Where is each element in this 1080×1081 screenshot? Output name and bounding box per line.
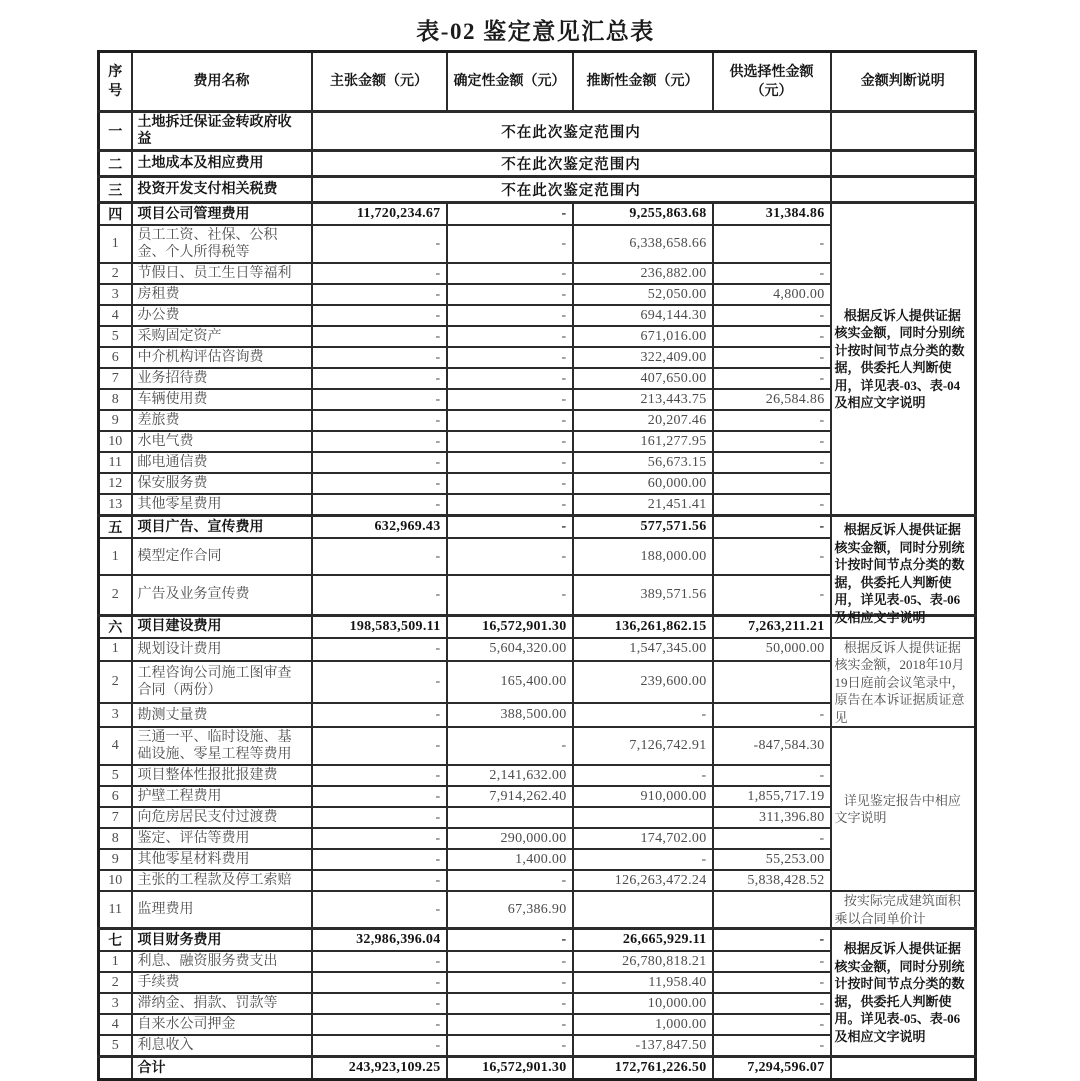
fee-name: 主张的工程款及停工索赔 — [132, 870, 312, 891]
row-serial: 1 — [99, 225, 132, 263]
note-text: 根据反诉人提供证据核实金额，2018年10月19日庭前会议笔录中，原告在本诉证据质证意见 — [834, 639, 965, 725]
amount-claimed: 32,986,396.04 — [312, 929, 447, 952]
amount-inferred: 9,255,863.68 — [573, 203, 713, 226]
table-row — [99, 638, 976, 661]
amount-claimed: - — [312, 389, 447, 410]
amount-alternative: - — [713, 305, 831, 326]
amount-determined: - — [447, 473, 573, 494]
amount-inferred — [573, 891, 713, 929]
scope-row — [99, 177, 976, 203]
col-header-fee-name: 费用名称 — [132, 52, 312, 112]
amount-alternative: - — [713, 225, 831, 263]
amount-inferred: 213,443.75 — [573, 389, 713, 410]
amount-claimed: - — [312, 638, 447, 661]
fee-name: 节假日、员工生日等福利 — [132, 263, 312, 284]
row-serial: 1 — [99, 638, 132, 661]
row-serial: 12 — [99, 473, 132, 494]
fee-name: 自来水公司押金 — [132, 1014, 312, 1035]
fee-name: 中介机构评估咨询费 — [132, 347, 312, 368]
amount-claimed: - — [312, 727, 447, 765]
amount-determined: 16,572,901.30 — [447, 615, 573, 638]
amount-inferred: 389,571.56 — [573, 575, 713, 615]
row-serial: 1 — [99, 951, 132, 972]
amount-determined: - — [447, 929, 573, 952]
row-serial: 四 — [99, 203, 132, 226]
amount-inferred: 1,547,345.00 — [573, 638, 713, 661]
amount-inferred: 21,451.41 — [573, 494, 713, 516]
amount-determined: - — [447, 494, 573, 516]
amount-alternative: 26,584.86 — [713, 389, 831, 410]
col-header-serial: 序 号 — [99, 52, 132, 112]
fee-name: 员工工资、社保、公积金、个人所得税等 — [132, 225, 312, 263]
amount-inferred: 174,702.00 — [573, 828, 713, 849]
judgment-note-cell — [831, 891, 976, 929]
amount-determined: - — [447, 951, 573, 972]
row-serial: 一 — [99, 112, 132, 151]
fee-name: 采购固定资产 — [132, 326, 312, 347]
amount-determined: - — [447, 1014, 573, 1035]
amount-determined: - — [447, 368, 573, 389]
col-header-claimed-amount: 主张金额（元） — [312, 52, 447, 112]
row-serial: 二 — [99, 151, 132, 177]
amount-inferred: 236,882.00 — [573, 263, 713, 284]
amount-claimed: - — [312, 828, 447, 849]
amount-inferred: 7,126,742.91 — [573, 727, 713, 765]
row-serial: 1 — [99, 538, 132, 575]
fee-name: 投资开发支付相关税费 — [132, 177, 312, 203]
amount-alternative: 31,384.86 — [713, 203, 831, 226]
amount-alternative: - — [713, 765, 831, 786]
row-serial: 9 — [99, 410, 132, 431]
amount-claimed: - — [312, 993, 447, 1014]
amount-alternative: - — [713, 452, 831, 473]
amount-claimed: - — [312, 765, 447, 786]
fee-name: 利息收入 — [132, 1035, 312, 1057]
fee-name: 项目广告、宣传费用 — [132, 516, 312, 539]
amount-determined: - — [447, 1035, 573, 1057]
amount-determined: - — [447, 575, 573, 615]
amount-determined: - — [447, 347, 573, 368]
amount-inferred: 188,000.00 — [573, 538, 713, 575]
amount-inferred: 52,050.00 — [573, 284, 713, 305]
amount-inferred: 161,277.95 — [573, 431, 713, 452]
row-serial: 5 — [99, 765, 132, 786]
table-row — [99, 891, 976, 929]
amount-claimed: - — [312, 452, 447, 473]
section-row — [99, 1057, 976, 1080]
appraisal-summary-table — [97, 50, 977, 1081]
amount-alternative: - — [713, 347, 831, 368]
judgment-note-cell — [831, 727, 976, 891]
fee-name: 勘测丈量费 — [132, 703, 312, 727]
amount-alternative: 55,253.00 — [713, 849, 831, 870]
fee-name: 鉴定、评估等费用 — [132, 828, 312, 849]
fee-name: 护壁工程费用 — [132, 786, 312, 807]
amount-determined: - — [447, 993, 573, 1014]
amount-determined: - — [447, 263, 573, 284]
fee-name: 保安服务费 — [132, 473, 312, 494]
amount-inferred: 6,338,658.66 — [573, 225, 713, 263]
scope-note: 不在此次鉴定范围内 — [312, 112, 831, 151]
amount-determined: - — [447, 516, 573, 539]
amount-claimed: - — [312, 347, 447, 368]
fee-name: 项目公司管理费用 — [132, 203, 312, 226]
amount-alternative: - — [713, 929, 831, 952]
amount-claimed: 11,720,234.67 — [312, 203, 447, 226]
scope-row — [99, 112, 976, 151]
fee-name: 差旅费 — [132, 410, 312, 431]
amount-alternative: - — [713, 368, 831, 389]
amount-claimed: - — [312, 538, 447, 575]
amount-inferred: - — [573, 765, 713, 786]
fee-name: 业务招待费 — [132, 368, 312, 389]
col-header-judgment-note: 金额判断说明 — [831, 52, 976, 112]
fee-name: 利息、融资服务费支出 — [132, 951, 312, 972]
amount-claimed: - — [312, 326, 447, 347]
amount-claimed: - — [312, 807, 447, 828]
row-serial: 3 — [99, 993, 132, 1014]
judgment-note-cell — [831, 638, 976, 728]
amount-alternative — [713, 473, 831, 494]
amount-alternative: 4,800.00 — [713, 284, 831, 305]
amount-claimed: - — [312, 870, 447, 891]
amount-claimed: 198,583,509.11 — [312, 615, 447, 638]
amount-claimed: - — [312, 575, 447, 615]
amount-alternative: - — [713, 431, 831, 452]
amount-alternative: - — [713, 703, 831, 727]
amount-inferred: 239,600.00 — [573, 661, 713, 704]
amount-claimed: - — [312, 284, 447, 305]
amount-inferred: 126,263,472.24 — [573, 870, 713, 891]
amount-inferred: - — [573, 703, 713, 727]
row-serial: 4 — [99, 305, 132, 326]
fee-name: 项目整体性报批报建费 — [132, 765, 312, 786]
page-title: 表-02 鉴定意见汇总表 — [416, 19, 655, 44]
row-serial: 6 — [99, 786, 132, 807]
amount-inferred: 136,261,862.15 — [573, 615, 713, 638]
fee-name: 土地成本及相应费用 — [132, 151, 312, 177]
amount-claimed: - — [312, 305, 447, 326]
amount-determined: - — [447, 431, 573, 452]
amount-determined: - — [447, 225, 573, 263]
row-serial: 3 — [99, 703, 132, 727]
amount-determined: - — [447, 410, 573, 431]
amount-alternative: - — [713, 972, 831, 993]
amount-claimed: - — [312, 1014, 447, 1035]
judgment-note-cell — [831, 929, 976, 1057]
amount-claimed: - — [312, 661, 447, 704]
amount-determined: 67,386.90 — [447, 891, 573, 929]
amount-determined: 5,604,320.00 — [447, 638, 573, 661]
fee-name: 办公费 — [132, 305, 312, 326]
fee-name: 模型定作合同 — [132, 538, 312, 575]
row-serial: 8 — [99, 389, 132, 410]
amount-determined — [447, 807, 573, 828]
row-serial: 三 — [99, 177, 132, 203]
amount-claimed: - — [312, 473, 447, 494]
amount-alternative: - — [713, 575, 831, 615]
fee-name: 合计 — [132, 1057, 312, 1080]
note-text: 按实际完成建筑面积乘以合同单价计 — [834, 893, 961, 926]
amount-inferred: 60,000.00 — [573, 473, 713, 494]
amount-determined: - — [447, 284, 573, 305]
note-text: 根据反诉人提供证据核实金额，同时分别统计按时间节点分类的数据，供委托人判断使用，详见表-03、表-04及相应文字说明 — [834, 307, 965, 410]
amount-alternative: - — [713, 951, 831, 972]
amount-claimed: - — [312, 494, 447, 516]
amount-alternative: - — [713, 1035, 831, 1057]
fee-name: 向危房居民支付过渡费 — [132, 807, 312, 828]
row-serial: 10 — [99, 431, 132, 452]
row-serial: 11 — [99, 452, 132, 473]
amount-inferred: 322,409.00 — [573, 347, 713, 368]
row-serial: 8 — [99, 828, 132, 849]
amount-determined: - — [447, 452, 573, 473]
amount-claimed: - — [312, 410, 447, 431]
amount-inferred: 10,000.00 — [573, 993, 713, 1014]
amount-inferred: 26,665,929.11 — [573, 929, 713, 952]
judgment-note-cell — [831, 1057, 976, 1080]
amount-inferred: 172,761,226.50 — [573, 1057, 713, 1080]
scope-note: 不在此次鉴定范围内 — [312, 177, 831, 203]
amount-alternative: - — [713, 538, 831, 575]
amount-alternative — [713, 891, 831, 929]
row-serial: 13 — [99, 494, 132, 516]
note-text: 根据反诉人提供证据核实金额，同时分别统计按时间节点分类的数据，供委托人判断使用，详见表-05、表-06及相应文字说明 — [834, 522, 965, 625]
amount-determined: - — [447, 389, 573, 410]
amount-alternative: - — [713, 993, 831, 1014]
row-serial: 六 — [99, 615, 132, 638]
amount-alternative: - — [713, 494, 831, 516]
amount-alternative: 50,000.00 — [713, 638, 831, 661]
amount-determined: 7,914,262.40 — [447, 786, 573, 807]
amount-determined: 165,400.00 — [447, 661, 573, 704]
amount-determined: - — [447, 972, 573, 993]
amount-determined: 388,500.00 — [447, 703, 573, 727]
row-serial: 7 — [99, 807, 132, 828]
amount-claimed: - — [312, 431, 447, 452]
amount-determined: 2,141,632.00 — [447, 765, 573, 786]
amount-claimed: - — [312, 368, 447, 389]
amount-determined: 290,000.00 — [447, 828, 573, 849]
amount-inferred: 56,673.15 — [573, 452, 713, 473]
col-header-inferred-amount: 推断性金额（元） — [573, 52, 713, 112]
amount-alternative: -847,584.30 — [713, 727, 831, 765]
row-serial: 5 — [99, 1035, 132, 1057]
row-serial: 6 — [99, 347, 132, 368]
amount-determined: - — [447, 538, 573, 575]
amount-determined: 1,400.00 — [447, 849, 573, 870]
amount-inferred: 671,016.00 — [573, 326, 713, 347]
amount-inferred — [573, 807, 713, 828]
section-row — [99, 203, 976, 226]
amount-alternative: 7,294,596.07 — [713, 1057, 831, 1080]
amount-alternative: 5,838,428.52 — [713, 870, 831, 891]
row-serial: 2 — [99, 575, 132, 615]
amount-determined: - — [447, 727, 573, 765]
amount-alternative — [713, 661, 831, 704]
fee-name: 三通一平、临时设施、基础设施、零星工程等费用 — [132, 727, 312, 765]
judgment-note-cell — [831, 516, 976, 625]
fee-name: 项目建设费用 — [132, 615, 312, 638]
amount-inferred: 910,000.00 — [573, 786, 713, 807]
note-text: 根据反诉人提供证据核实金额，同时分别统计按时间节点分类的数据，供委托人判断使用。详见表-05、表-06及相应文字说明 — [834, 941, 965, 1044]
fee-name: 项目财务费用 — [132, 929, 312, 952]
amount-alternative: 7,263,211.21 — [713, 615, 831, 638]
fee-name: 房租费 — [132, 284, 312, 305]
judgment-note-cell — [831, 112, 976, 151]
row-serial — [99, 1057, 132, 1080]
fee-name: 规划设计费用 — [132, 638, 312, 661]
row-serial: 2 — [99, 263, 132, 284]
row-serial: 4 — [99, 1014, 132, 1035]
fee-name: 手续费 — [132, 972, 312, 993]
amount-alternative: - — [713, 1014, 831, 1035]
scope-row — [99, 151, 976, 177]
row-serial: 2 — [99, 972, 132, 993]
amount-alternative: - — [713, 410, 831, 431]
amount-alternative: - — [713, 263, 831, 284]
amount-alternative: - — [713, 516, 831, 539]
amount-claimed: 243,923,109.25 — [312, 1057, 447, 1080]
row-serial: 9 — [99, 849, 132, 870]
row-serial: 3 — [99, 284, 132, 305]
judgment-note-cell — [831, 203, 976, 516]
amount-inferred: 577,571.56 — [573, 516, 713, 539]
fee-name: 车辆使用费 — [132, 389, 312, 410]
amount-inferred: 26,780,818.21 — [573, 951, 713, 972]
amount-claimed: - — [312, 225, 447, 263]
amount-inferred: - — [573, 849, 713, 870]
amount-claimed: - — [312, 703, 447, 727]
amount-alternative: 1,855,717.19 — [713, 786, 831, 807]
row-serial: 五 — [99, 516, 132, 539]
amount-claimed: - — [312, 786, 447, 807]
fee-name: 监理费用 — [132, 891, 312, 929]
amount-determined: - — [447, 203, 573, 226]
amount-alternative: - — [713, 326, 831, 347]
amount-inferred: 20,207.46 — [573, 410, 713, 431]
amount-claimed: - — [312, 263, 447, 284]
amount-alternative: 311,396.80 — [713, 807, 831, 828]
row-serial: 2 — [99, 661, 132, 704]
fee-name: 工程咨询公司施工图审查合同（两份） — [132, 661, 312, 704]
row-serial: 7 — [99, 368, 132, 389]
row-serial: 11 — [99, 891, 132, 929]
fee-name: 滞纳金、捐款、罚款等 — [132, 993, 312, 1014]
row-serial: 5 — [99, 326, 132, 347]
amount-inferred: -137,847.50 — [573, 1035, 713, 1057]
fee-name: 广告及业务宣传费 — [132, 575, 312, 615]
amount-inferred: 11,958.40 — [573, 972, 713, 993]
amount-determined: 16,572,901.30 — [447, 1057, 573, 1080]
row-serial: 10 — [99, 870, 132, 891]
amount-inferred: 1,000.00 — [573, 1014, 713, 1035]
amount-claimed: - — [312, 849, 447, 870]
amount-inferred: 694,144.30 — [573, 305, 713, 326]
fee-name: 邮电通信费 — [132, 452, 312, 473]
section-row — [99, 929, 976, 952]
fee-name: 其他零星费用 — [132, 494, 312, 516]
amount-determined: - — [447, 326, 573, 347]
row-serial: 4 — [99, 727, 132, 765]
amount-claimed: 632,969.43 — [312, 516, 447, 539]
amount-alternative: - — [713, 828, 831, 849]
amount-determined: - — [447, 870, 573, 891]
col-header-determined-amount: 确定性金额（元） — [447, 52, 573, 112]
row-serial: 七 — [99, 929, 132, 952]
col-header-alternative-amount: 供选择性金额 （元） — [713, 52, 831, 112]
amount-claimed: - — [312, 891, 447, 929]
table-row — [99, 727, 976, 765]
amount-inferred: 407,650.00 — [573, 368, 713, 389]
judgment-note-cell — [831, 177, 976, 203]
amount-claimed: - — [312, 972, 447, 993]
amount-determined: - — [447, 305, 573, 326]
scope-note: 不在此次鉴定范围内 — [312, 151, 831, 177]
judgment-note-cell — [831, 151, 976, 177]
fee-name: 水电气费 — [132, 431, 312, 452]
section-row — [99, 516, 976, 539]
fee-name: 其他零星材料费用 — [132, 849, 312, 870]
fee-name: 土地拆迁保证金转政府收益 — [132, 112, 312, 151]
header-row — [99, 52, 976, 112]
amount-claimed: - — [312, 1035, 447, 1057]
note-text: 详见鉴定报告中相应文字说明 — [834, 792, 961, 825]
amount-claimed: - — [312, 951, 447, 972]
